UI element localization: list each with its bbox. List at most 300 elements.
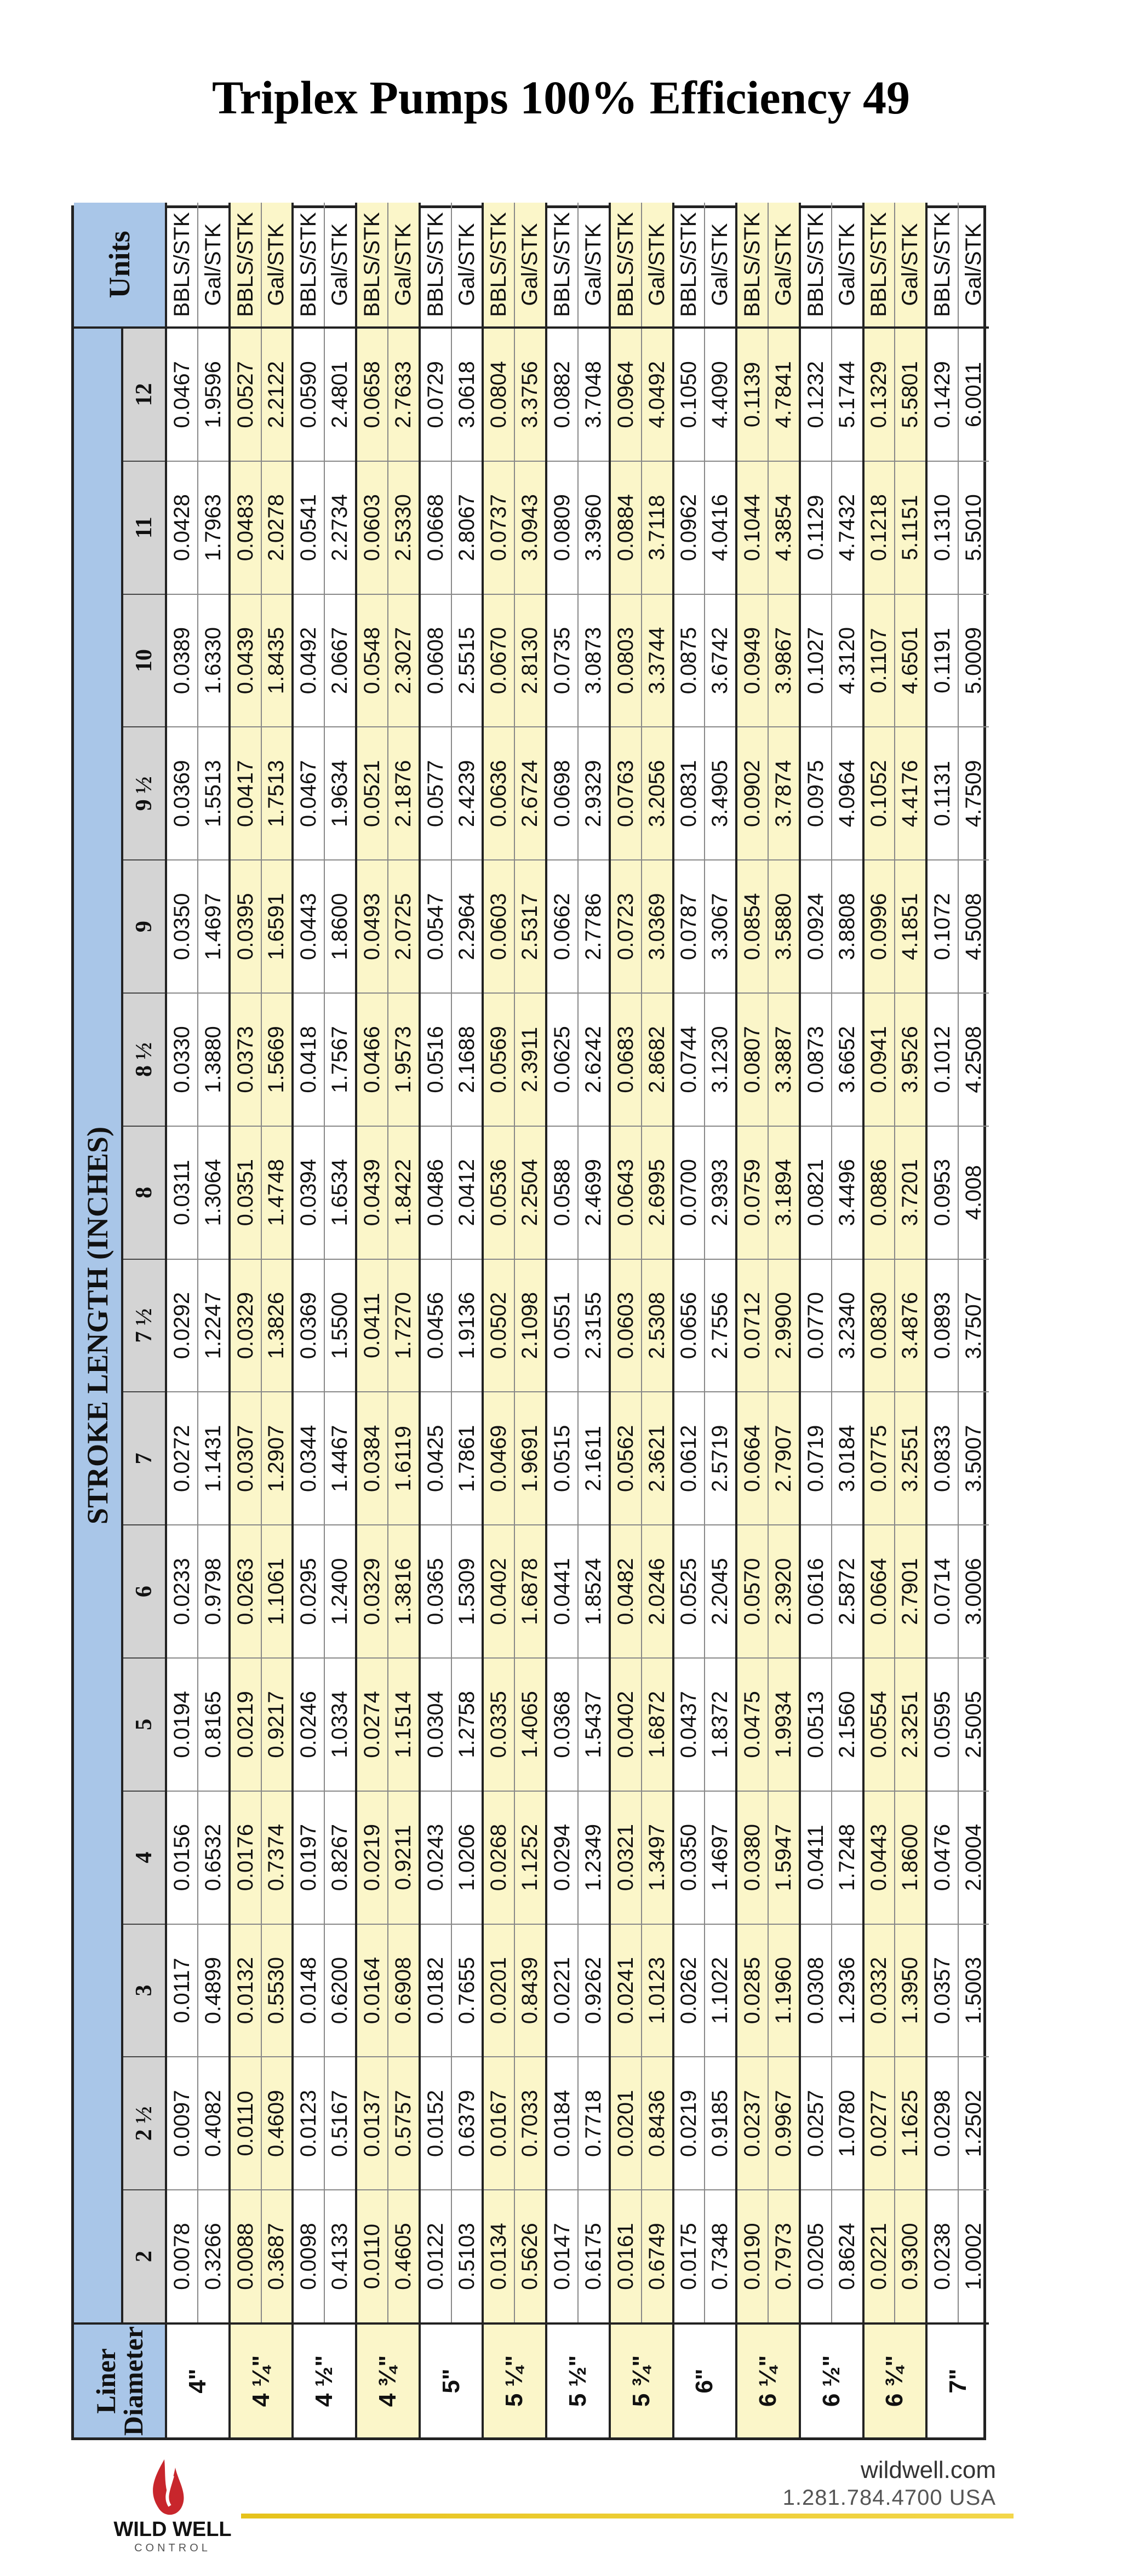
gal-line bbox=[895, 329, 925, 2322]
unit-label: BBLS/STK bbox=[928, 203, 959, 326]
units-cell bbox=[928, 203, 989, 329]
gal-value-cell: 0.6908 bbox=[388, 1924, 419, 2057]
row-values bbox=[231, 329, 292, 2322]
gal-value-cell: 1.1061 bbox=[262, 1524, 292, 1657]
gal-value-cell: 0.7655 bbox=[452, 1924, 482, 2057]
table-row bbox=[611, 203, 674, 2437]
bbls-value-cell: 0.0308 bbox=[801, 1924, 831, 2057]
stroke-length-col-header: 7 bbox=[123, 1391, 165, 1524]
gal-value-cell: 3.7507 bbox=[959, 1259, 989, 1392]
bbls-value-cell: 0.0456 bbox=[421, 1259, 451, 1392]
bbls-value-cell: 0.0439 bbox=[231, 594, 261, 727]
bbls-value-cell: 0.0595 bbox=[928, 1657, 958, 1791]
bbls-value-cell: 0.0964 bbox=[613, 361, 638, 428]
bbls-value-cell: 0.0551 bbox=[547, 1259, 577, 1392]
gal-value-cell: 1.9596 bbox=[201, 361, 225, 428]
bbls-value-cell: 0.0402 bbox=[484, 1524, 514, 1657]
gal-value-cell: 2.3911 bbox=[515, 992, 545, 1126]
gal-value-cell: 1.8372 bbox=[705, 1657, 735, 1791]
bbls-value-cell: 0.0182 bbox=[421, 1924, 451, 2057]
gal-value-cell: 0.4133 bbox=[325, 2189, 355, 2322]
bbls-value-cell: 0.0380 bbox=[737, 1791, 768, 1924]
gal-value-cell: 3.4496 bbox=[832, 1126, 862, 1259]
bbls-value-cell: 0.0975 bbox=[801, 726, 831, 859]
stroke-length-col-header: 12 bbox=[123, 329, 165, 461]
gal-value-cell: 2.6995 bbox=[642, 1126, 672, 1259]
gal-value-cell: 3.7048 bbox=[581, 361, 605, 428]
gal-value-cell: 1.2758 bbox=[452, 1657, 482, 1791]
gal-value-cell: 1.7567 bbox=[325, 992, 355, 1126]
bbls-value-cell: 0.0351 bbox=[231, 1126, 261, 1259]
bbls-value-cell: 0.0744 bbox=[674, 992, 705, 1126]
liner-diameter-cell: 5 ¾" bbox=[611, 2322, 672, 2437]
table-row bbox=[801, 203, 865, 2437]
gal-value-cell: 4.3854 bbox=[769, 461, 799, 594]
bbls-line bbox=[294, 329, 325, 2322]
gal-value-cell: 2.2964 bbox=[452, 859, 482, 992]
bbls-value-cell: 0.0664 bbox=[737, 1391, 768, 1524]
gal-value-cell: 2.9329 bbox=[579, 726, 609, 859]
gal-value-cell: 1.3064 bbox=[198, 1126, 228, 1259]
gal-value-cell: 3.3067 bbox=[705, 859, 735, 992]
row-values bbox=[801, 329, 862, 2322]
unit-label: Gal/STK bbox=[328, 223, 352, 306]
bbls-value-cell: 0.0137 bbox=[357, 2056, 387, 2189]
bbls-value-cell: 0.0395 bbox=[231, 859, 261, 992]
gal-value-cell: 0.8439 bbox=[515, 1924, 545, 2057]
bbls-value-cell: 0.0437 bbox=[674, 1657, 705, 1791]
gal-value-cell: 0.5530 bbox=[262, 1924, 292, 2057]
gal-value-cell: 0.7374 bbox=[262, 1791, 292, 1924]
gal-value-cell: 1.9634 bbox=[325, 726, 355, 859]
gal-line bbox=[452, 329, 482, 2322]
bbls-value-cell: 0.0729 bbox=[423, 361, 448, 428]
bbls-value-cell: 0.0683 bbox=[611, 992, 641, 1126]
gal-value-cell: 2.7786 bbox=[579, 859, 609, 992]
bbls-value-cell: 0.0088 bbox=[231, 2189, 261, 2322]
bbls-value-cell: 0.0307 bbox=[231, 1391, 261, 1524]
bbls-value-cell: 0.0394 bbox=[294, 1126, 324, 1259]
bbls-value-cell: 0.0759 bbox=[737, 1126, 768, 1259]
bbls-value-cell: 0.0350 bbox=[674, 1791, 705, 1924]
gal-value-cell: 0.5626 bbox=[515, 2189, 545, 2322]
gal-value-cell: 3.3744 bbox=[642, 594, 672, 727]
gal-line bbox=[579, 329, 609, 2322]
bbls-line bbox=[801, 329, 832, 2322]
gal-value-cell: 1.0123 bbox=[642, 1924, 672, 2057]
gal-value-cell: 5.1151 bbox=[895, 461, 925, 594]
gal-value-cell: 1.3950 bbox=[895, 1924, 925, 2057]
bbls-value-cell: 0.0443 bbox=[294, 859, 324, 992]
bbls-value-cell: 0.0263 bbox=[231, 1524, 261, 1657]
bbls-value-cell: 0.0219 bbox=[674, 2056, 705, 2189]
bbls-value-cell: 0.0467 bbox=[294, 726, 324, 859]
stroke-length-header: STROKE LENGTH (INCHES) bbox=[74, 329, 123, 2322]
gal-value-cell: 3.5007 bbox=[959, 1391, 989, 1524]
bbls-value-cell: 0.1191 bbox=[928, 594, 958, 727]
bbls-value-cell: 0.0902 bbox=[737, 726, 768, 859]
gal-value-cell: 1.0206 bbox=[452, 1791, 482, 1924]
gal-value-cell: 1.6330 bbox=[198, 594, 228, 727]
bbls-value-cell: 0.1232 bbox=[803, 361, 828, 428]
bbls-value-cell: 0.0884 bbox=[611, 461, 641, 594]
gal-value-cell: 3.0943 bbox=[515, 461, 545, 594]
gal-value-cell: 4.7509 bbox=[959, 726, 989, 859]
bbls-value-cell: 0.0821 bbox=[801, 1126, 831, 1259]
gal-value-cell: 1.7861 bbox=[452, 1391, 482, 1524]
gal-value-cell: 3.0873 bbox=[579, 594, 609, 727]
gal-value-cell: 1.3497 bbox=[642, 1791, 672, 1924]
bbls-value-cell: 0.0513 bbox=[801, 1657, 831, 1791]
gal-value-cell: 2.5005 bbox=[959, 1657, 989, 1791]
gal-value-cell: 1.4065 bbox=[515, 1657, 545, 1791]
gal-value-cell: 0.7033 bbox=[515, 2056, 545, 2189]
bbls-value-cell: 0.0428 bbox=[167, 461, 197, 594]
gal-line bbox=[515, 329, 545, 2322]
gal-value-cell: 1.6872 bbox=[642, 1657, 672, 1791]
unit-label: Gal/STK bbox=[454, 223, 479, 306]
bbls-value-cell: 0.0775 bbox=[865, 1391, 895, 1524]
svg-text:CONTROL: CONTROL bbox=[134, 2542, 211, 2554]
table-row bbox=[357, 203, 421, 2437]
bbls-value-cell: 0.1027 bbox=[801, 594, 831, 727]
gal-value-cell: 4.0492 bbox=[644, 361, 669, 428]
bbls-value-cell: 0.0662 bbox=[547, 859, 577, 992]
pump-table bbox=[71, 205, 986, 2440]
gal-value-cell: 1.5500 bbox=[325, 1259, 355, 1392]
gal-value-cell: 2.6724 bbox=[515, 726, 545, 859]
page-title: Triplex Pumps 100% Efficiency 49 bbox=[211, 71, 910, 124]
gal-value-cell: 0.9211 bbox=[388, 1791, 419, 1924]
gal-value-cell: 1.3880 bbox=[198, 992, 228, 1126]
bbls-value-cell: 0.0886 bbox=[865, 1126, 895, 1259]
gal-value-cell: 3.2340 bbox=[832, 1259, 862, 1392]
gal-value-cell: 0.7348 bbox=[705, 2189, 735, 2322]
row-values bbox=[865, 329, 926, 2322]
bbls-line bbox=[357, 329, 388, 2322]
bbls-value-cell: 0.0953 bbox=[928, 1126, 958, 1259]
gal-value-cell: 3.6652 bbox=[832, 992, 862, 1126]
gal-value-cell: 0.4082 bbox=[198, 2056, 228, 2189]
website-text: wildwell.com bbox=[861, 2457, 996, 2483]
bbls-value-cell: 0.0570 bbox=[737, 1524, 768, 1657]
gal-value-cell: 2.0278 bbox=[262, 461, 292, 594]
bbls-value-cell: 0.0658 bbox=[359, 361, 384, 428]
stroke-length-col-header: 9 bbox=[123, 859, 165, 992]
stroke-length-col-header: 3 bbox=[123, 1924, 165, 2057]
gal-value-cell: 3.8808 bbox=[832, 859, 862, 992]
gal-value-cell: 3.4905 bbox=[705, 726, 735, 859]
gal-value-cell: 1.6119 bbox=[388, 1391, 419, 1524]
gal-value-cell: 1.5513 bbox=[198, 726, 228, 859]
bbls-value-cell: 0.0122 bbox=[421, 2189, 451, 2322]
bbls-value-cell: 0.0148 bbox=[294, 1924, 324, 2057]
bbls-value-cell: 0.0402 bbox=[611, 1657, 641, 1791]
gal-value-cell: 1.0334 bbox=[325, 1657, 355, 1791]
gal-value-cell: 0.9798 bbox=[198, 1524, 228, 1657]
bbls-value-cell: 0.0941 bbox=[865, 992, 895, 1126]
gal-value-cell: 3.5880 bbox=[769, 859, 799, 992]
liner-diameter-cell: 6 ¾" bbox=[865, 2322, 926, 2437]
bbls-value-cell: 0.0417 bbox=[231, 726, 261, 859]
unit-label: BBLS/STK bbox=[484, 203, 515, 326]
gal-value-cell: 1.1252 bbox=[515, 1791, 545, 1924]
bbls-value-cell: 0.0830 bbox=[865, 1259, 895, 1392]
bbls-value-cell: 0.0770 bbox=[801, 1259, 831, 1392]
bbls-value-cell: 0.0603 bbox=[357, 461, 387, 594]
gal-value-cell: 4.7432 bbox=[832, 461, 862, 594]
liner-header-line1: Liner bbox=[90, 2348, 121, 2414]
gal-value-cell: 4.3120 bbox=[832, 594, 862, 727]
bbls-value-cell: 0.0201 bbox=[484, 1924, 514, 2057]
gal-line bbox=[198, 329, 228, 2322]
bbls-value-cell: 0.0411 bbox=[801, 1791, 831, 1924]
bbls-value-cell: 0.0117 bbox=[167, 1924, 197, 2057]
gal-line bbox=[769, 329, 799, 2322]
bbls-value-cell: 0.0147 bbox=[547, 2189, 577, 2322]
gal-value-cell: 4.2508 bbox=[959, 992, 989, 1126]
wild-well-logo bbox=[82, 2448, 263, 2558]
gal-value-cell: 0.6200 bbox=[325, 1924, 355, 2057]
bbls-value-cell: 0.0833 bbox=[928, 1391, 958, 1524]
row-values bbox=[421, 329, 482, 2322]
gal-value-cell: 1.6534 bbox=[325, 1126, 355, 1259]
bbls-value-cell: 0.0656 bbox=[674, 1259, 705, 1392]
table-row bbox=[231, 203, 294, 2437]
bbls-value-cell: 0.0443 bbox=[865, 1791, 895, 1924]
gal-value-cell: 2.5515 bbox=[452, 594, 482, 727]
bbls-value-cell: 0.0369 bbox=[167, 726, 197, 859]
bbls-value-cell: 0.0262 bbox=[674, 1924, 705, 2057]
row-values bbox=[357, 329, 419, 2322]
bbls-value-cell: 0.0123 bbox=[294, 2056, 324, 2189]
bbls-value-cell: 0.0486 bbox=[421, 1126, 451, 1259]
gal-value-cell: 3.0369 bbox=[642, 859, 672, 992]
gal-value-cell: 4.0964 bbox=[832, 726, 862, 859]
liner-diameter-cell: 4 ¼" bbox=[231, 2322, 292, 2437]
bbls-value-cell: 0.0502 bbox=[484, 1259, 514, 1392]
unit-label: Gal/STK bbox=[581, 223, 605, 306]
gal-value-cell: 2.2734 bbox=[325, 461, 355, 594]
gal-value-cell: 1.9934 bbox=[769, 1657, 799, 1791]
gal-value-cell: 1.1514 bbox=[388, 1657, 419, 1791]
bbls-value-cell: 0.0384 bbox=[357, 1391, 387, 1524]
unit-label: BBLS/STK bbox=[611, 203, 642, 326]
bbls-value-cell: 0.0625 bbox=[547, 992, 577, 1126]
bbls-value-cell: 0.0996 bbox=[865, 859, 895, 992]
bbls-value-cell: 0.0411 bbox=[357, 1259, 387, 1392]
bbls-value-cell: 0.0277 bbox=[865, 2056, 895, 2189]
bbls-line bbox=[231, 329, 262, 2322]
bbls-value-cell: 0.0521 bbox=[357, 726, 387, 859]
gal-value-cell: 2.1876 bbox=[388, 726, 419, 859]
bbls-value-cell: 0.1044 bbox=[737, 461, 768, 594]
units-cell bbox=[421, 203, 482, 329]
gal-value-cell: 3.4876 bbox=[895, 1259, 925, 1392]
bbls-value-cell: 0.0719 bbox=[801, 1391, 831, 1524]
bbls-value-cell: 0.0466 bbox=[357, 992, 387, 1126]
gal-value-cell: 0.5757 bbox=[388, 2056, 419, 2189]
gal-value-cell: 1.2400 bbox=[325, 1524, 355, 1657]
bbls-line bbox=[737, 329, 769, 2322]
gal-value-cell: 1.2936 bbox=[832, 1924, 862, 2057]
stroke-length-col-header: 8 ½ bbox=[123, 992, 165, 1126]
gal-value-cell: 3.7118 bbox=[642, 461, 672, 594]
bbls-value-cell: 0.0873 bbox=[801, 992, 831, 1126]
bbls-value-cell: 0.0949 bbox=[737, 594, 768, 727]
bbls-value-cell: 0.0233 bbox=[167, 1524, 197, 1657]
gal-value-cell: 3.1230 bbox=[705, 992, 735, 1126]
gal-value-cell: 2.6242 bbox=[579, 992, 609, 1126]
gal-value-cell: 3.3887 bbox=[769, 992, 799, 1126]
gal-value-cell: 3.1894 bbox=[769, 1126, 799, 1259]
gal-value-cell: 1.8600 bbox=[895, 1791, 925, 1924]
gal-value-cell: 1.2247 bbox=[198, 1259, 228, 1392]
gal-value-cell: 0.6749 bbox=[642, 2189, 672, 2322]
bbls-value-cell: 0.0134 bbox=[484, 2189, 514, 2322]
bbls-value-cell: 0.0164 bbox=[357, 1924, 387, 2057]
gal-value-cell: 0.3266 bbox=[198, 2189, 228, 2322]
gal-value-cell: 1.0002 bbox=[959, 2189, 989, 2322]
bbls-value-cell: 0.0243 bbox=[421, 1791, 451, 1924]
unit-label: Gal/STK bbox=[771, 223, 795, 306]
gal-value-cell: 1.8435 bbox=[262, 594, 292, 727]
bbls-value-cell: 0.0246 bbox=[294, 1657, 324, 1791]
liner-diameter-cell: 5 ½" bbox=[547, 2322, 609, 2437]
bbls-value-cell: 0.0344 bbox=[294, 1391, 324, 1524]
unit-label: Gal/STK bbox=[518, 223, 542, 306]
gal-value-cell: 3.3756 bbox=[518, 361, 542, 428]
gal-value-cell: 3.7201 bbox=[895, 1126, 925, 1259]
bbls-value-cell: 0.0636 bbox=[484, 726, 514, 859]
liner-diameter-cell: 5" bbox=[421, 2322, 482, 2437]
liner-diameter-cell: 4" bbox=[167, 2322, 228, 2437]
bbls-value-cell: 0.0763 bbox=[611, 726, 641, 859]
gal-value-cell: 3.6742 bbox=[705, 594, 735, 727]
bbls-value-cell: 0.1218 bbox=[865, 461, 895, 594]
table-row bbox=[167, 203, 231, 2437]
gal-value-cell: 0.7718 bbox=[579, 2056, 609, 2189]
bbls-value-cell: 0.0569 bbox=[484, 992, 514, 1126]
bbls-value-cell: 0.0274 bbox=[357, 1657, 387, 1791]
bbls-value-cell: 0.0237 bbox=[737, 2056, 768, 2189]
bbls-value-cell: 0.0803 bbox=[611, 594, 641, 727]
gal-value-cell: 2.4239 bbox=[452, 726, 482, 859]
bbls-value-cell: 0.0493 bbox=[357, 859, 387, 992]
stroke-length-col-header: 7 ½ bbox=[123, 1259, 165, 1392]
bbls-value-cell: 0.0365 bbox=[421, 1524, 451, 1657]
bbls-line bbox=[547, 329, 579, 2322]
gal-value-cell: 1.8524 bbox=[579, 1524, 609, 1657]
bbls-value-cell: 0.0700 bbox=[674, 1126, 705, 1259]
bbls-value-cell: 0.0329 bbox=[357, 1524, 387, 1657]
bbls-line bbox=[484, 329, 515, 2322]
bbls-value-cell: 0.0357 bbox=[928, 1924, 958, 2057]
units-cell bbox=[484, 203, 545, 329]
gal-value-cell: 4.5008 bbox=[959, 859, 989, 992]
footer-accent-line bbox=[241, 2514, 1014, 2518]
bbls-value-cell: 0.0161 bbox=[611, 2189, 641, 2322]
bbls-value-cell: 0.0525 bbox=[674, 1524, 705, 1657]
gal-line bbox=[642, 329, 672, 2322]
gal-value-cell: 1.1625 bbox=[895, 2056, 925, 2189]
gal-value-cell: 1.5437 bbox=[579, 1657, 609, 1791]
bbls-value-cell: 0.0698 bbox=[547, 726, 577, 859]
bbls-value-cell: 0.1139 bbox=[740, 362, 765, 428]
units-cell bbox=[737, 203, 799, 329]
gal-value-cell: 1.4467 bbox=[325, 1391, 355, 1524]
gal-value-cell: 1.7270 bbox=[388, 1259, 419, 1392]
bbls-value-cell: 0.0425 bbox=[421, 1391, 451, 1524]
row-values bbox=[928, 329, 989, 2322]
bbls-value-cell: 0.0735 bbox=[547, 594, 577, 727]
bbls-line bbox=[421, 329, 452, 2322]
bbls-value-cell: 0.0268 bbox=[484, 1791, 514, 1924]
gal-value-cell: 1.9691 bbox=[515, 1391, 545, 1524]
gal-line bbox=[325, 329, 355, 2322]
bbls-value-cell: 0.0368 bbox=[547, 1657, 577, 1791]
gal-value-cell: 1.8600 bbox=[325, 859, 355, 992]
gal-value-cell: 1.3826 bbox=[262, 1259, 292, 1392]
bbls-value-cell: 0.0467 bbox=[169, 361, 194, 428]
row-values bbox=[611, 329, 672, 2322]
table-row bbox=[484, 203, 547, 2437]
bbls-value-cell: 0.0292 bbox=[167, 1259, 197, 1392]
bbls-value-cell: 0.0175 bbox=[674, 2189, 705, 2322]
bbls-value-cell: 0.0184 bbox=[547, 2056, 577, 2189]
liner-diameter-cell: 6 ¼" bbox=[737, 2322, 799, 2437]
bbls-value-cell: 0.0098 bbox=[294, 2189, 324, 2322]
stroke-length-col-header: 9 ½ bbox=[123, 726, 165, 859]
gal-value-cell: 1.7513 bbox=[262, 726, 292, 859]
gal-value-cell: 1.7963 bbox=[198, 461, 228, 594]
unit-label: BBLS/STK bbox=[547, 203, 579, 326]
units-cell bbox=[167, 203, 228, 329]
gal-value-cell: 2.3251 bbox=[895, 1657, 925, 1791]
unit-label: Gal/STK bbox=[898, 223, 923, 306]
units-cell bbox=[231, 203, 292, 329]
unit-label: Gal/STK bbox=[961, 223, 986, 306]
bbls-value-cell: 0.0241 bbox=[611, 1924, 641, 2057]
bbls-value-cell: 0.0809 bbox=[547, 461, 577, 594]
gal-value-cell: 2.7556 bbox=[705, 1259, 735, 1392]
bbls-value-cell: 0.0483 bbox=[231, 461, 261, 594]
gal-value-cell: 2.2504 bbox=[515, 1126, 545, 1259]
bbls-value-cell: 0.0670 bbox=[484, 594, 514, 727]
gal-value-cell: 5.1744 bbox=[834, 361, 859, 428]
table-body bbox=[167, 203, 989, 2437]
bbls-value-cell: 0.0197 bbox=[294, 1791, 324, 1924]
liner-diameter-cell: 4 ½" bbox=[294, 2322, 355, 2437]
bbls-value-cell: 0.0439 bbox=[357, 1126, 387, 1259]
gal-value-cell: 4.7841 bbox=[771, 361, 795, 428]
gal-value-cell: 5.5010 bbox=[959, 461, 989, 594]
gal-value-cell: 3.3960 bbox=[579, 461, 609, 594]
bbls-value-cell: 0.0475 bbox=[737, 1657, 768, 1791]
bbls-value-cell: 0.0373 bbox=[231, 992, 261, 1126]
bbls-value-cell: 0.0389 bbox=[167, 594, 197, 727]
bbls-value-cell: 0.0516 bbox=[421, 992, 451, 1126]
bbls-value-cell: 0.0962 bbox=[674, 461, 705, 594]
gal-value-cell: 0.8436 bbox=[642, 2056, 672, 2189]
gal-value-cell: 2.5719 bbox=[705, 1391, 735, 1524]
bbls-value-cell: 0.1131 bbox=[928, 726, 958, 859]
gal-value-cell: 2.9900 bbox=[769, 1259, 799, 1392]
table-row bbox=[547, 203, 611, 2437]
row-values bbox=[294, 329, 355, 2322]
gal-value-cell: 1.3816 bbox=[388, 1524, 419, 1657]
gal-value-cell: 2.5317 bbox=[515, 859, 545, 992]
